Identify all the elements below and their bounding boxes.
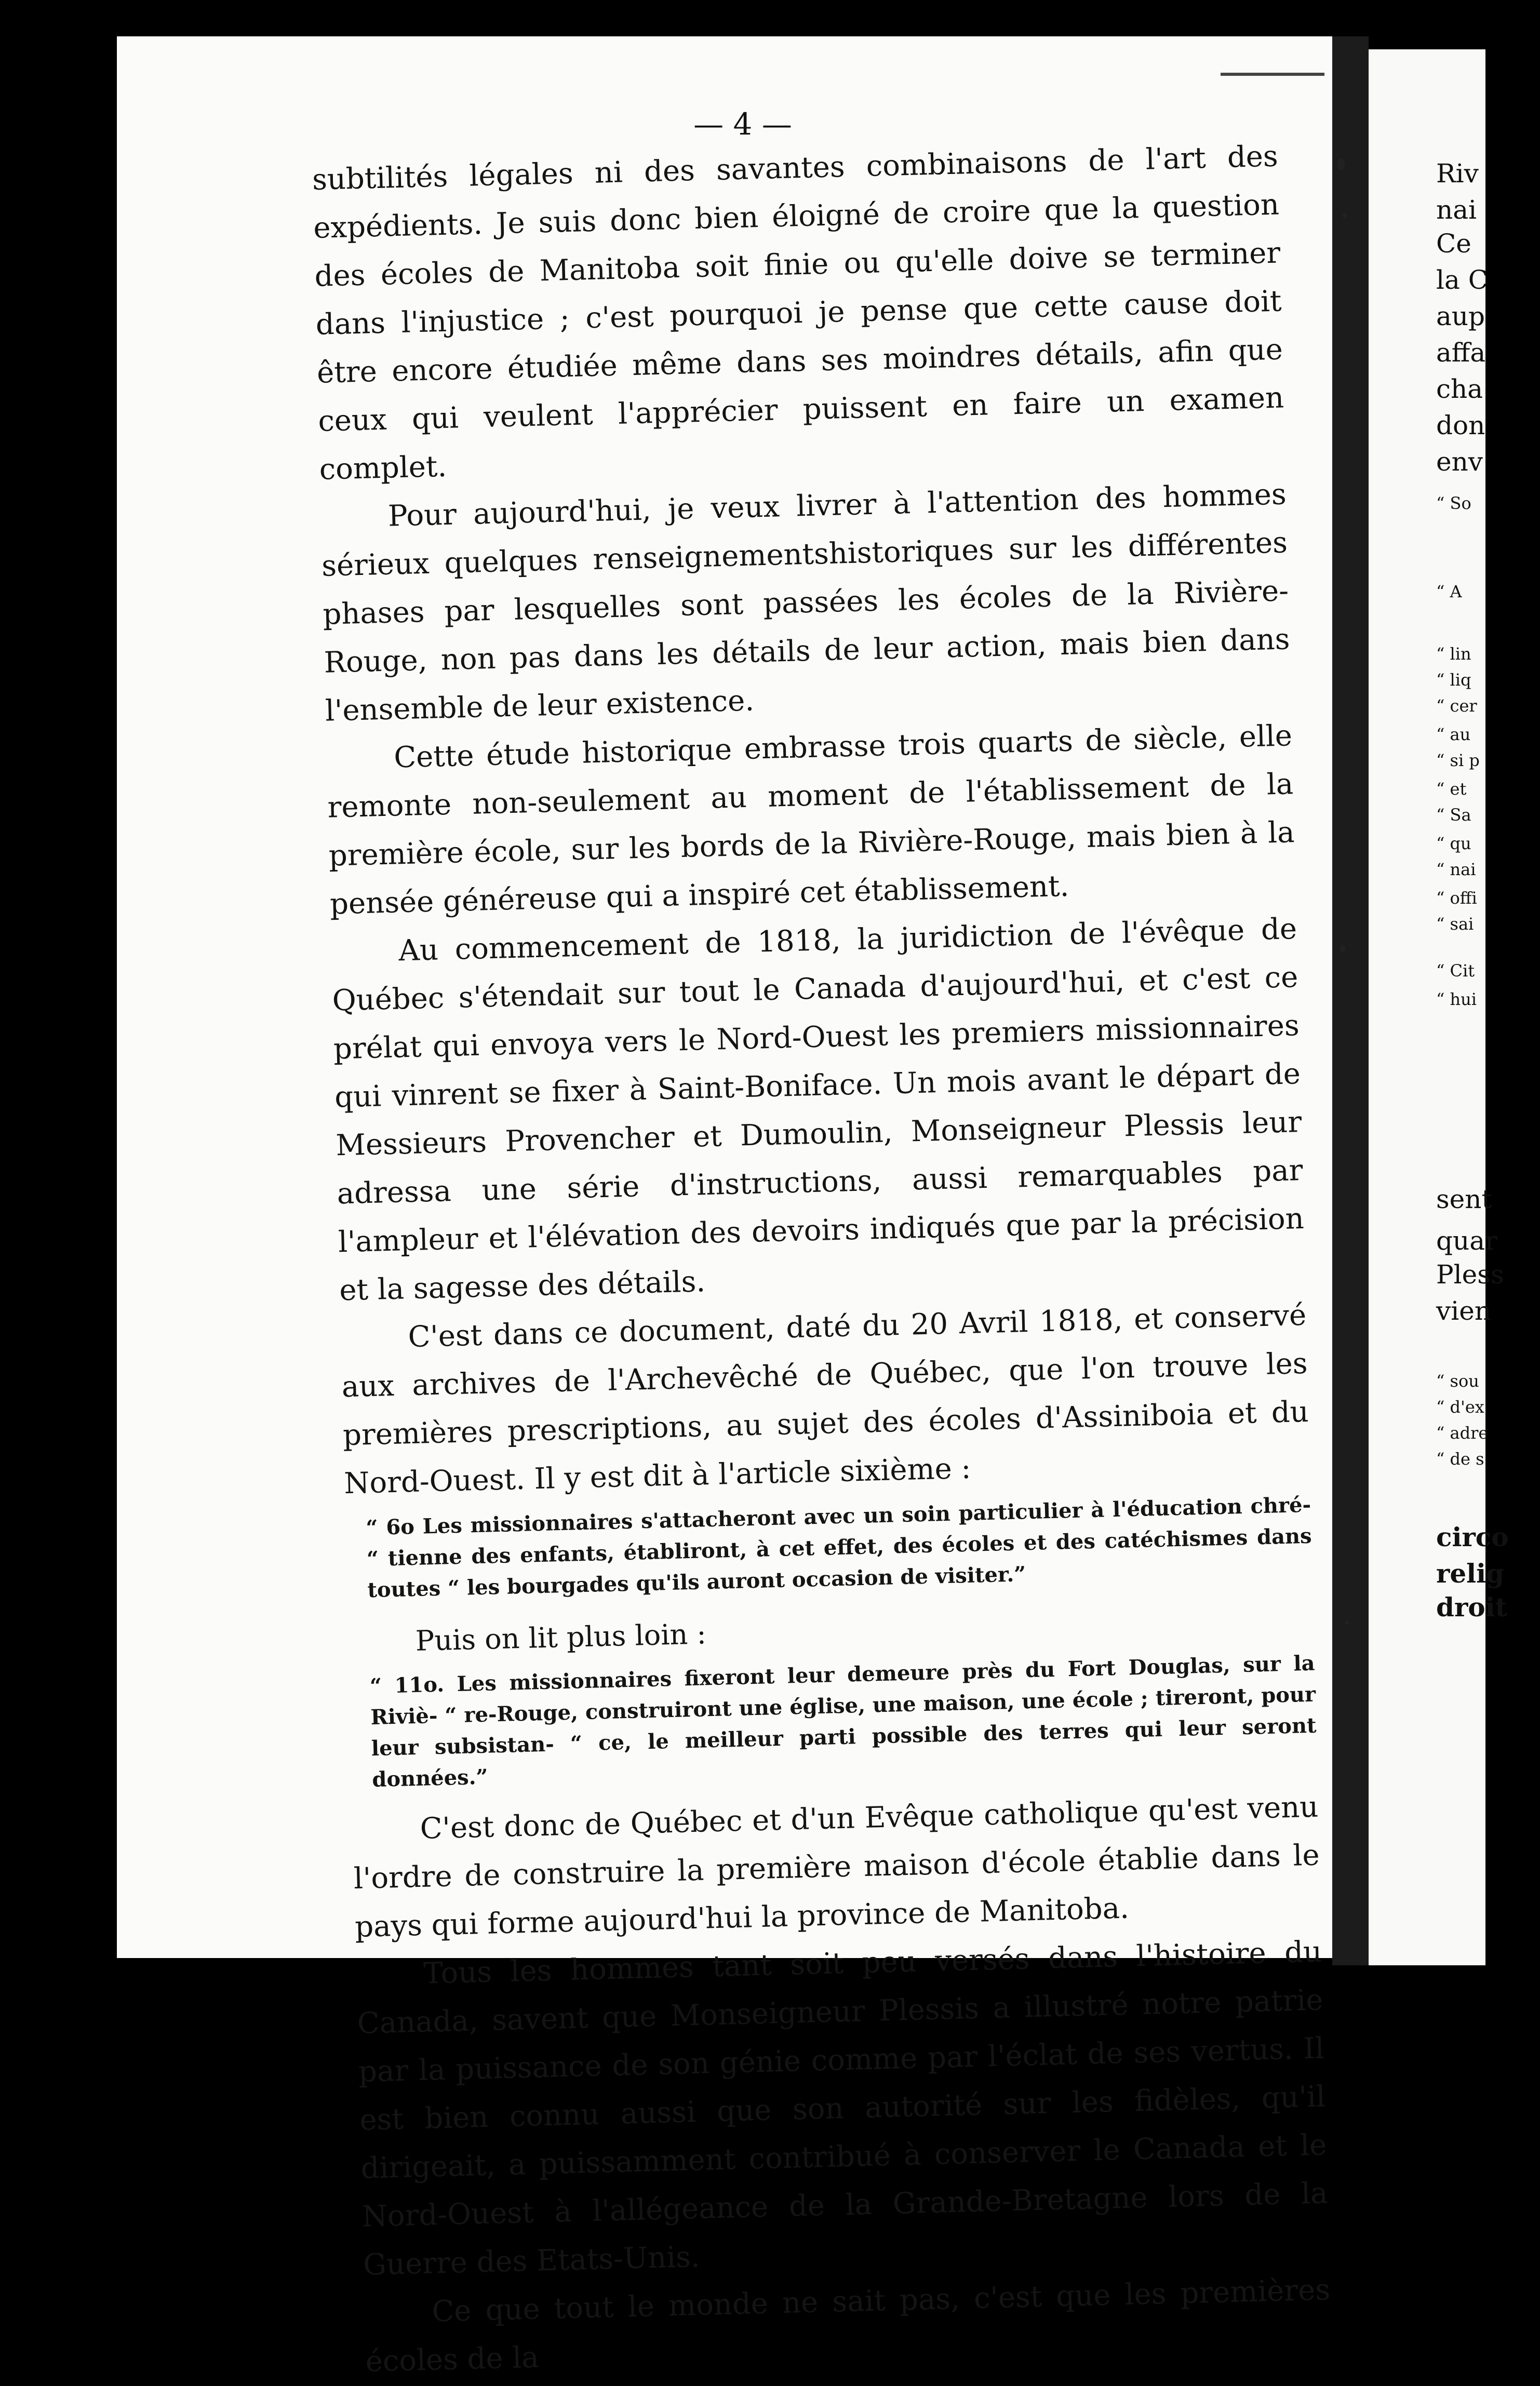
page-number: — 4 — xyxy=(693,106,792,142)
fragment-quote-line: “ d'ex xyxy=(1436,1397,1484,1417)
paragraph: C'est dans ce document, daté du 20 Avril 1818, et conservé aux archives de l'Archevêché de Québec, que l'on trouve les premières prescriptions, au sujet des écoles d'Assiniboia et du Nord-Ouest. Il y est dit à l'article sixième : xyxy=(341,1298,1309,1501)
paragraph: Tous les hommes tant soit peu versés dans l'histoire du Canada, savent que Monseigneur Plessis a illustré notre patrie par la puissance de son génie comme par l'éclat de ses vertus. Il est bien connu aussi que son autorité sur les fidèles, qu'il dirigeait, a puissamment contribué à conserver le Canada et le Nord-Ouest à l'allégeance de la Grande-Bretagne lors de la Guerre des Etats-Unis. xyxy=(357,1935,1329,2282)
fragment-line: vien xyxy=(1436,1296,1492,1326)
paragraph: Au commencement de 1818, la juridiction de l'évêque de Québec s'étendait sur tout le Canada d'aujourd'hui, et c'est ce prélat qui envoya vers le Nord-Ouest les premiers missionnaires qui vinrent se fixer à Saint-Boniface. Un mois avant le départ de Messieurs Provencher et Dumoulin, Monseigneur Plessis leur adressa une série d'instructions, aussi remarquables par l'ampleur et l'élévation des devoirs indiqués que par la précision et la sagesse des détails. xyxy=(331,912,1305,1308)
fragment-line: nai xyxy=(1436,195,1477,225)
fragment-quote-line: “ So xyxy=(1436,493,1471,513)
fragment-line: circo xyxy=(1436,1522,1509,1552)
fragment-quote-line: “ cer xyxy=(1436,696,1477,716)
body-text xyxy=(312,132,1331,2379)
fragment-quote-line: “ sou xyxy=(1436,1371,1479,1391)
quotation-article-11: “ 11o. Les missionnaires fixeront leur demeure près du Fort Douglas, sur la Riviè- “ re-Rouge, construiront une église, une maison, une école ; tireront, pour leur subsistan- “ ce, le meilleur parti possible des terres qui leur seront données.” xyxy=(369,1651,1317,1792)
fragment-quote-line: “ si p xyxy=(1436,750,1480,770)
fragment-line: env xyxy=(1436,447,1483,477)
fragment-quote-line: “ adre xyxy=(1436,1423,1489,1443)
fragment-line: Ce xyxy=(1436,229,1471,259)
fragment-line: affa xyxy=(1436,338,1486,368)
paragraph: Cette étude historique embrasse trois quarts de siècle, elle remonte non-seulement au moment de l'établissement de la première école, sur les bords de la Rivière-Rouge, mais bien à la pensée généreuse qui a inspiré cet établissement. xyxy=(327,719,1295,921)
fragment-line: cha xyxy=(1436,374,1483,404)
fragment-quote-line: “ offi xyxy=(1436,888,1477,908)
fragment-quote-line: “ liq xyxy=(1436,670,1471,690)
page-top-edge-rule-right xyxy=(1221,73,1324,76)
fragment-quote-line: “ et xyxy=(1436,779,1467,799)
paragraph: subtilités légales ni des savantes combinaisons de l'art des expédients. Je suis donc bien éloigné de croire que la question des écoles de Manitoba soit finie ou qu'elle doive se terminer dans l'injustice ; c'est pourquoi je pense que cette cause doit être encore étudiée même dans ses moindres détails, afin que ceux qui veulent l'apprécier puissent en faire un examen complet. xyxy=(312,139,1284,487)
fragment-quote-line: “ de s xyxy=(1436,1449,1484,1469)
fragment-line: quar xyxy=(1436,1226,1497,1256)
scan-speck xyxy=(1343,213,1347,218)
paragraph: C'est donc de Québec et d'un Evêque catholique qu'est venu l'ordre de construire la première maison d'école établie dans le pays qui forme aujourd'hui la province de Manitoba. xyxy=(353,1790,1320,1944)
fragment-line: don xyxy=(1436,410,1485,440)
page-gutter xyxy=(1332,36,1369,1965)
quotation-article-6: “ 6o Les missionnaires s'attacheront avec un soin particulier à l'éducation chré- “ tienne des enfants, établiront, à cet effet, des écoles et des catéchismes dans toutes “ les bourgades qu'ils auront occasion de visiter.” xyxy=(366,1492,1313,1603)
quotation-intro: Puis on lit plus loin : xyxy=(415,1617,707,1657)
fragment-line: relig xyxy=(1436,1558,1505,1589)
fragment-quote-line: “ hui xyxy=(1436,989,1477,1009)
fragment-line: droit xyxy=(1436,1592,1507,1623)
fragment-quote-line: “ Sa xyxy=(1436,805,1471,825)
fragment-line: aup xyxy=(1436,301,1485,331)
fragment-quote-line: “ nai xyxy=(1436,860,1476,879)
fragment-line: sent xyxy=(1436,1184,1492,1214)
scan-speck xyxy=(1337,158,1345,170)
scan-speck xyxy=(1340,945,1345,953)
fragment-quote-line: “ sai xyxy=(1436,914,1474,934)
paragraph: Pour aujourd'hui, je veux livrer à l'attention des hommes sérieux quelques renseignementshistoriques sur les différentes phases par lesquelles sont passées les écoles de la Rivière-Rouge, non pas dans les détails de leur action, mais bien dans l'ensemble de leur existence. xyxy=(321,477,1291,728)
fragment-line: Riv xyxy=(1436,158,1479,189)
fragment-quote-line: “ lin xyxy=(1436,644,1471,664)
fragment-quote-line: “ au xyxy=(1436,725,1471,744)
fragment-line: Pless xyxy=(1436,1259,1504,1290)
fragment-quote-line: “ Cit xyxy=(1436,961,1475,981)
scan-speck xyxy=(1345,1620,1349,1625)
paragraph: Ce que tout le monde ne sait pas, c'est que les premières écoles de la xyxy=(365,2273,1331,2379)
fragment-quote-line: “ A xyxy=(1436,582,1462,601)
fragment-line: la C xyxy=(1436,265,1488,295)
fragment-quote-line: “ qu xyxy=(1436,834,1471,853)
